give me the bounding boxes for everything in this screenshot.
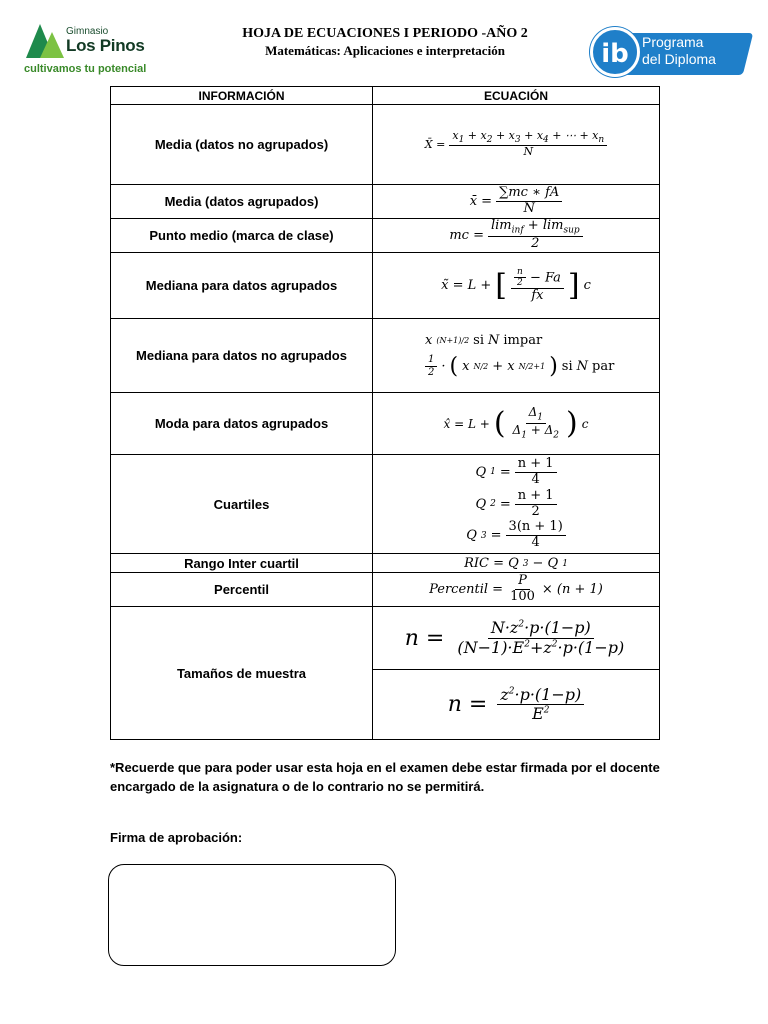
school-name-small: Gimnasio bbox=[66, 26, 109, 37]
signature-box[interactable] bbox=[108, 864, 396, 966]
ib-line2: del Diploma bbox=[642, 51, 716, 67]
equation-cell bbox=[373, 393, 660, 455]
equation-cell bbox=[373, 185, 660, 219]
row-label: Punto medio (marca de clase) bbox=[111, 219, 373, 253]
equation-mean-grouped: x̄ = $\frac{\sum mc ∗ fA}{N}$ bbox=[470, 186, 563, 217]
col-header-info: INFORMACIÓN bbox=[111, 87, 373, 105]
row-label: Moda para datos agrupados bbox=[111, 393, 373, 455]
table-row bbox=[111, 219, 660, 253]
equation-sample-finite: n = $\frac{N\cdot z^2\cdot p\cdot(1-p)}{(N-1)\cdot E^2+z^2\cdot p\cdot(1-p)}$ bbox=[404, 618, 625, 657]
table-header-row bbox=[111, 87, 660, 105]
equation-cell bbox=[373, 554, 660, 573]
ib-logo bbox=[590, 27, 748, 79]
equation-sample-infinite: n = $\frac{z^2\cdot p\cdot(1-p)}{E^2}$ bbox=[448, 686, 585, 724]
equation-cell bbox=[373, 319, 660, 393]
table-row bbox=[111, 105, 660, 185]
equation-q2: Q 2 = $\frac{n + 1}{2}$ bbox=[475, 489, 556, 520]
table-row bbox=[111, 319, 660, 393]
row-label: Percentil bbox=[111, 573, 373, 607]
equation-cell bbox=[373, 607, 660, 670]
equation-cell bbox=[373, 670, 660, 740]
school-logo bbox=[24, 20, 164, 80]
equation-mode-grouped: x̂ = L + ( $\frac{\Delta_1}{\Delta_1 + \Delta_2}$ ) c bbox=[443, 405, 589, 441]
exam-note: *Recuerde que para poder usar esta hoja en el examen debe estar firmada por el docente encargado de la asignatura o de lo contrario no se permitirá. bbox=[110, 760, 660, 794]
ib-program-label bbox=[642, 34, 716, 68]
row-label: Media (datos no agrupados) bbox=[111, 105, 373, 185]
equation-median-even: $\frac{1}{2}$ · ( x N/2 + x N/2+1 ) si N par bbox=[425, 354, 614, 379]
row-label: Rango Inter cuartil bbox=[111, 554, 373, 573]
equation-cell bbox=[373, 573, 660, 607]
row-label: Cuartiles bbox=[111, 455, 373, 554]
equation-iqr: RIC = Q 3 − Q 1 bbox=[464, 556, 568, 571]
equation-midpoint: mc = $\frac{\lim_{inf} + \lim_{sup}}{2}$ bbox=[449, 219, 582, 252]
equation-q3: Q 3 = $\frac{3(n + 1)}{4}$ bbox=[466, 520, 566, 551]
ib-line1: Programa bbox=[642, 34, 704, 50]
col-header-equation: ECUACIÓN bbox=[373, 87, 660, 105]
equations-table bbox=[110, 86, 660, 740]
equation-cell bbox=[373, 219, 660, 253]
equation-median-odd: x (N+1)/2 si N impar bbox=[425, 332, 543, 348]
equation-cell bbox=[373, 105, 660, 185]
table-row bbox=[111, 253, 660, 319]
row-label: Mediana para datos no agrupados bbox=[111, 319, 373, 393]
equation-q1: Q 1 = $\frac{n + 1}{4}$ bbox=[475, 457, 556, 488]
ib-mark: ib bbox=[590, 27, 640, 77]
equation-cell bbox=[373, 455, 660, 554]
table-row bbox=[111, 554, 660, 573]
equation-mean-ungrouped: X̄ = $\frac{x_1 + x_2 + x_3 + x_4 + \cdots + x_n}{N}$ bbox=[425, 130, 607, 159]
equation-median-grouped: x̃ = L + [ $\frac{n}{2}$ − Fa fx ] c bbox=[441, 266, 591, 304]
row-label: Media (datos agrupados) bbox=[111, 185, 373, 219]
row-label: Mediana para datos agrupados bbox=[111, 253, 373, 319]
table-row bbox=[111, 393, 660, 455]
pine-trees-icon bbox=[26, 22, 66, 60]
table-row bbox=[111, 455, 660, 554]
document-subtitle: Matemáticas: Aplicaciones e interpretación bbox=[265, 43, 505, 58]
equation-percentile: Percentil = $\frac{P}{100}$ × (n + 1) bbox=[429, 573, 603, 604]
equation-cell bbox=[373, 253, 660, 319]
school-tagline: cultivamos tu potencial bbox=[24, 63, 147, 75]
table-row bbox=[111, 185, 660, 219]
document-header bbox=[210, 26, 560, 59]
row-label: Tamaños de muestra bbox=[111, 607, 373, 740]
table-row bbox=[111, 573, 660, 607]
signature-label: Firma de aprobación: bbox=[110, 830, 243, 845]
table-row bbox=[111, 607, 660, 670]
document-title: HOJA DE ECUACIONES I PERIODO -AÑO 2 bbox=[242, 26, 528, 41]
school-name: Los Pinos bbox=[66, 36, 145, 55]
